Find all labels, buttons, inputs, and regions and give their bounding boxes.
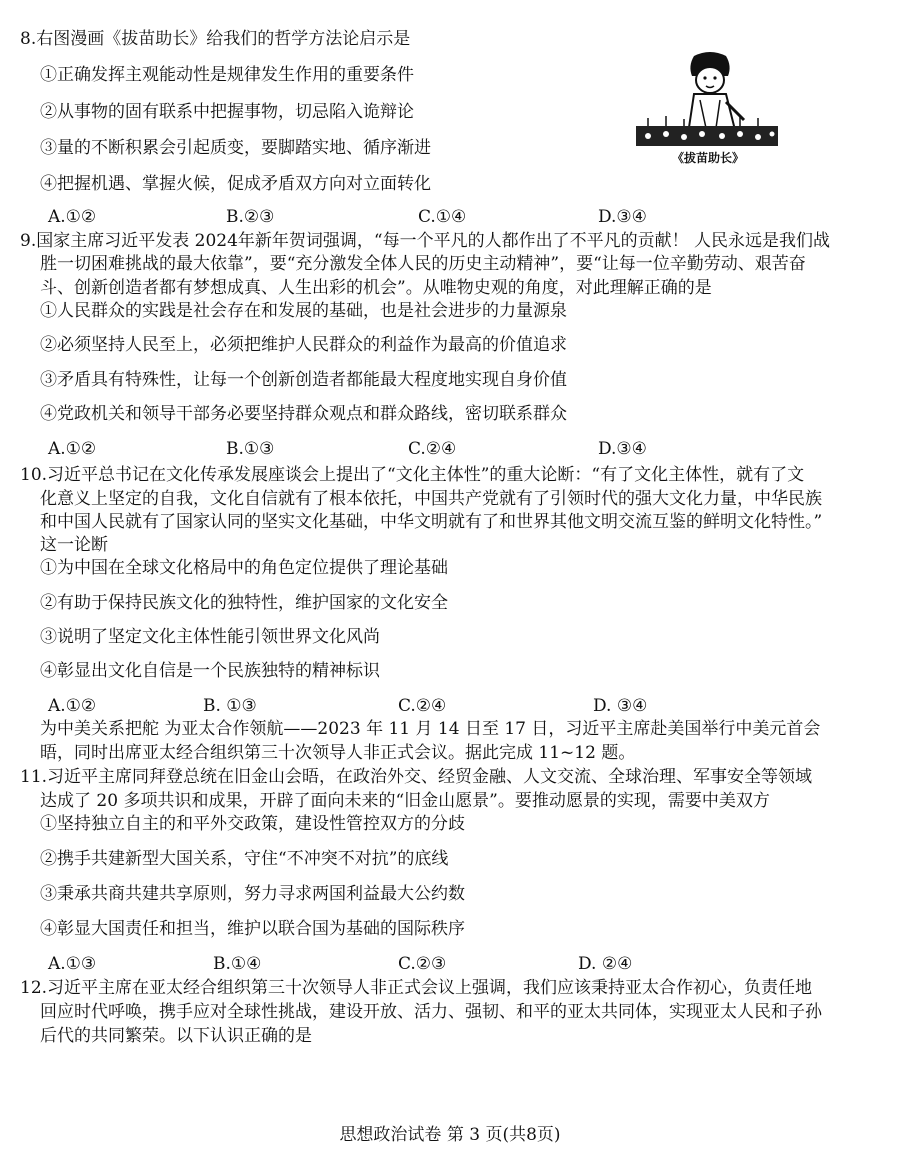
option-c: C.①④ [418,207,467,227]
question-11-item-2: ②携手共建新型大国关系，守住“不冲突不对抗”的底线 [40,849,449,869]
question-11-stem-line-2: 达成了 20 多项共识和成果，开辟了面向未来的“旧金山愿景”。要推动愿景的实现，需要中美双方 [40,791,770,811]
cartoon-caption: 《拔苗助长》 [672,151,745,165]
question-12-stem-line-1: 12.习近平主席在亚太经合组织第三十次领导人非正式会议上强调，我们应该秉持亚太合作初心，负责任地 [20,978,813,998]
question-10-item-4: ④彰显出文化自信是一个民族独特的精神标识 [40,661,380,681]
option-d: D. ③④ [593,696,648,716]
option-c: C.②④ [408,439,457,459]
question-10-item-1: ①为中国在全球文化格局中的角色定位提供了理论基础 [40,558,448,578]
option-d: D. ②④ [578,954,633,974]
option-d: D.③④ [598,439,647,459]
question-9-stem-line-3: 斗、创新创造者都有梦想成真、人生出彩的机会”。从唯物史观的角度，对此理解正确的是 [40,278,712,298]
question-8-options [48,206,860,228]
question-10-stem-line-1: 10.习近平总书记在文化传承发展座谈会上提出了“文化主体性”的重大论断：“有了文化主体性，就有了文 [20,465,805,485]
question-10-item-2: ②有助于保持民族文化的独特性，维护国家的文化安全 [40,593,448,613]
option-b: B.①④ [213,954,262,974]
question-9-stem-line-2: 胜一切困难挑战的最大依靠”，要“充分激发全体人民的历史主动精神”，要“让每一位辛勤劳动、艰苦奋 [40,254,806,274]
page-footer: 思想政治试卷 第 3 页(共8页) [339,1125,561,1145]
question-12-stem-line-3: 后代的共同繁荣。以下认识正确的是 [40,1026,312,1046]
material-intro-line-2: 晤，同时出席亚太经合组织第三十次领导人非正式会议。据此完成 11~12 题。 [40,743,636,763]
option-b: B. ①③ [203,696,257,716]
question-8-item-4: ④把握机遇、掌握火候，促成矛盾双方向对立面转化 [40,174,431,194]
option-b: B.①③ [226,439,275,459]
option-c: C.②③ [398,954,447,974]
question-10-stem-line-4: 这一论断 [40,535,108,555]
option-a: A.①③ [48,954,97,974]
question-9-item-4: ④党政机关和领导干部务必要坚持群众观点和群众路线，密切联系群众 [40,404,567,424]
question-9-item-1: ①人民群众的实践是社会存在和发展的基础，也是社会进步的力量源泉 [40,301,567,321]
question-9-item-3: ③矛盾具有特殊性，让每一个创新创造者都能最大程度地实现自身价值 [40,370,567,390]
question-10-stem-line-3: 和中国人民就有了国家认同的坚实文化基础，中华文明就有了和世界其他文明交流互鉴的鲜明文化特性。” [40,512,823,532]
option-a: A.①② [48,207,97,227]
question-11-stem-line-1: 11.习近平主席同拜登总统在旧金山会晤，在政治外交、经贸金融、人文交流、全球治理、军事安全等领域 [20,767,813,787]
question-11-item-1: ①坚持独立自主的和平外交政策，建设性管控双方的分歧 [40,814,465,834]
question-8-item-2: ②从事物的固有联系中把握事物，切忌陷入诡辩论 [40,102,414,122]
option-c: C.②④ [398,696,447,716]
question-8-stem: 8.右图漫画《拔苗助长》给我们的哲学方法论启示是 [20,29,411,49]
question-11-item-3: ③秉承共商共建共享原则，努力寻求两国利益最大公约数 [40,884,465,904]
option-a: A.①② [48,439,97,459]
question-10-options [48,695,860,717]
option-a: A.①② [48,696,97,716]
question-11-item-4: ④彰显大国责任和担当，维护以联合国为基础的国际秩序 [40,919,465,939]
question-10-item-3: ③说明了坚定文化主体性能引领世界文化风尚 [40,627,380,647]
option-b: B.②③ [226,207,275,227]
question-10-stem-line-2: 化意义上坚定的自我，文化自信就有了根本依托，中国共产党就有了引领时代的强大文化力量，中华民族 [40,489,822,509]
option-d: D.③④ [598,207,647,227]
question-9-stem-line-1: 9.国家主席习近平发表 2024年新年贺词强调，“每一个平凡的人都作出了不平凡的贡献！ 人民永远是我们战 [20,231,830,251]
question-11-options [48,953,860,975]
material-intro-line-1: 为中美关系把舵 为亚太合作领航——2023 年 11 月 14 日至 17 日，习近平主席赴美国举行中美元首会 [40,719,821,739]
question-8-item-1: ①正确发挥主观能动性是规律发生作用的重要条件 [40,65,414,85]
question-12-stem-line-2: 回应时代呼唤，携手应对全球性挑战，建设开放、活力、强韧、和平的亚太共同体，实现亚太人民和子孙 [40,1002,822,1022]
question-9-item-2: ②必须坚持人民至上，必须把维护人民群众的利益作为最高的价值追求 [40,335,567,355]
question-9-options [48,438,860,460]
question-8-item-3: ③量的不断积累会引起质变，要脚踏实地、循序渐进 [40,138,431,158]
